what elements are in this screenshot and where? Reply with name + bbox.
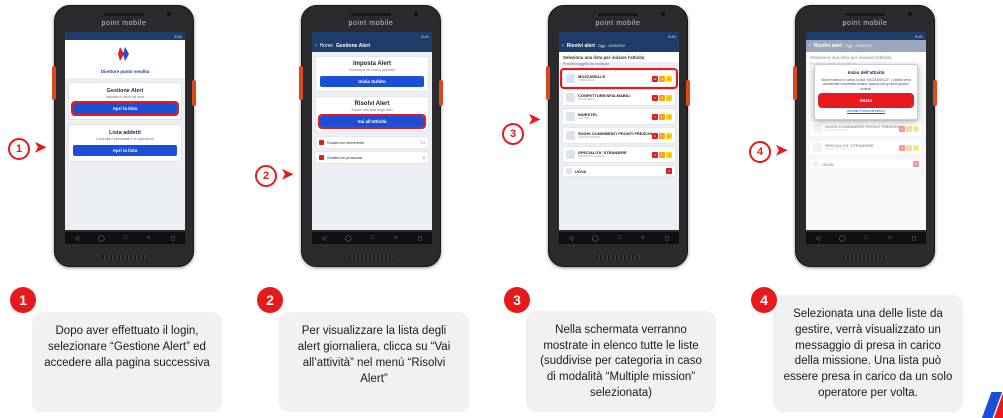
list-3 xyxy=(559,68,679,181)
device-navbar-4[interactable] xyxy=(806,232,926,244)
list-item-confetture[interactable] xyxy=(562,89,676,106)
callout-arrow-3: ➤ xyxy=(528,111,541,128)
status-badge: 4 xyxy=(666,168,672,174)
recents-icon[interactable]: □ xyxy=(617,235,622,241)
card-title: Lista addetti xyxy=(109,130,141,136)
instruction-label-3: Seleziona una lista per iniziare l'attività xyxy=(559,52,679,62)
caption-number-2: 2 xyxy=(257,287,283,313)
status-badge: 2 xyxy=(659,152,665,158)
card-subtitle: Scansiona un nuovo prodotto xyxy=(348,68,396,72)
product-icon xyxy=(566,150,575,159)
row-text xyxy=(578,93,652,102)
product-icon xyxy=(566,74,575,83)
dialog-body: Stai prendendo in carico la lista “MOZZARELLE”. L'attività verrà considerata completata soltanto quando tutti gli alert saranno rientrati. xyxy=(820,78,912,91)
user-role-label: Direttore punto vendita xyxy=(65,69,185,78)
product-icon xyxy=(566,112,575,121)
home-icon[interactable]: ◯ xyxy=(838,235,846,242)
row-text xyxy=(578,112,652,121)
screen-subtitle-3: Oggi - 20/08/2020 xyxy=(598,44,626,48)
row-text xyxy=(575,169,666,174)
status-bar-1 xyxy=(65,32,185,40)
alert-icon xyxy=(319,140,324,145)
step-column-3 xyxy=(500,0,733,418)
badge-group xyxy=(652,114,672,120)
volume-icon[interactable]: ☼ xyxy=(393,235,399,241)
caption-number-4: 4 xyxy=(751,287,777,313)
device-mockup-4 xyxy=(795,5,935,267)
caption-box-4 xyxy=(773,295,963,412)
camera-icon[interactable]: ◻ xyxy=(911,235,917,242)
speaker-grill-icon xyxy=(598,13,638,16)
product-icon xyxy=(566,93,575,102)
badge-group xyxy=(652,152,672,158)
row-name: UOVA xyxy=(575,168,587,174)
callout-marker-2: 2 xyxy=(255,165,277,187)
card-imposta-alert[interactable] xyxy=(315,56,429,92)
caption-number-1: 1 xyxy=(10,287,36,313)
recents-icon[interactable]: □ xyxy=(864,235,869,241)
status-badge: 3 xyxy=(659,95,665,101)
card-title: Gestione Alert xyxy=(106,88,144,94)
product-icon xyxy=(566,131,575,140)
callout-arrow-2: ➤ xyxy=(281,166,294,183)
home-icon[interactable]: ◯ xyxy=(97,235,105,242)
open-list-button-2[interactable]: Apri la lista xyxy=(73,145,177,156)
badge-group xyxy=(666,168,672,174)
device-navbar-3[interactable] xyxy=(559,232,679,244)
caption-text-1: Dopo aver effettuato il login, selezionare “Gestione Alert” ed accedere alla pagina successiva xyxy=(44,325,210,369)
row-count: 8 xyxy=(422,155,425,160)
status-right: 9:41 xyxy=(174,33,182,39)
status-bar-3 xyxy=(559,32,679,40)
row-name: SUGHI CONDIMENTI PRONTI FRESCHI xyxy=(578,131,653,137)
card-subtitle: Accedi alla lista degli alert xyxy=(351,108,393,112)
status-badge: 7 xyxy=(652,114,658,120)
home-icon[interactable]: ◯ xyxy=(344,235,352,242)
alert-summary-list xyxy=(315,136,429,164)
list-item-wurstel[interactable] xyxy=(562,108,676,125)
row-text xyxy=(578,150,652,159)
open-list-button-1[interactable]: Apri la lista xyxy=(73,103,177,114)
alert-icon xyxy=(319,155,324,160)
status-badge: 12 xyxy=(653,76,657,81)
device-navbar-1[interactable] xyxy=(65,232,185,244)
camera-icon[interactable]: ◻ xyxy=(664,235,670,242)
screen-1 xyxy=(65,32,185,230)
caption-number-3: 3 xyxy=(504,287,530,313)
front-camera-icon xyxy=(661,12,665,16)
badge-group xyxy=(652,133,672,139)
status-badge: 2 xyxy=(666,76,672,82)
caption-box-3 xyxy=(526,311,716,412)
app-bar-2 xyxy=(312,40,432,52)
speaker-grill-icon xyxy=(351,13,391,16)
device-navbar-2[interactable] xyxy=(312,232,432,244)
status-badge: 1 xyxy=(666,152,672,158)
dialog-cancel-link[interactable]: Annulla e torna all'elenco xyxy=(847,108,885,113)
vai-all-attivita-button[interactable]: Vai all'attività xyxy=(320,116,424,127)
status-badge: 1 xyxy=(666,114,672,120)
speaker-grill-icon xyxy=(845,13,885,16)
device-mockup-1 xyxy=(54,5,194,267)
row-sub: FORMAGGI xyxy=(578,78,595,83)
carrefour-logo-icon xyxy=(116,46,134,62)
caption-text-4: Selezionata una delle liste da gestire, verrà visualizzato un messaggio di presa in carico della missione. Una lista può essere presa in carico da un solo operatore per volta. xyxy=(783,307,953,400)
status-right: 9:41 xyxy=(915,33,923,39)
badge-group xyxy=(652,95,672,101)
list-item[interactable] xyxy=(315,136,429,149)
home-icon[interactable]: ◯ xyxy=(591,235,599,242)
card-subtitle: Controlla il personale e le operazioni xyxy=(95,137,155,141)
row-name: CONFETTURE/SFALMABILI xyxy=(578,93,631,99)
inizia-subito-button[interactable]: Inizia Subito xyxy=(320,76,424,87)
step-column-1 xyxy=(6,0,239,418)
brand-label: point mobile xyxy=(595,20,641,27)
status-right: 9:41 xyxy=(421,33,429,39)
screen-4 xyxy=(806,32,926,230)
screen-3 xyxy=(559,32,679,230)
status-badge: 3 xyxy=(659,133,665,139)
status-badge: 2 xyxy=(666,133,672,139)
row-name: SPECIALITA' STRANIERE xyxy=(578,150,627,156)
app-bar-3 xyxy=(559,40,679,52)
card-lista-addetti[interactable] xyxy=(68,124,182,162)
camera-icon[interactable]: ◻ xyxy=(170,235,176,242)
takeover-dialog xyxy=(814,64,918,120)
product-icon xyxy=(566,168,572,174)
caption-box-1 xyxy=(32,312,222,412)
caption-text-2: Per visualizzare la lista degli alert giornaliera, clicca su “Vai all’attività” nel menú “Risolvi Alert” xyxy=(297,325,451,385)
status-badge: 9 xyxy=(652,95,658,101)
status-bar-4 xyxy=(806,32,926,40)
status-bar-2 xyxy=(312,32,432,40)
section-label-3: Prodotti soggetti da verificare xyxy=(563,62,610,66)
back-chevron-icon[interactable]: ‹ xyxy=(562,43,564,49)
camera-icon[interactable]: ◻ xyxy=(417,235,423,242)
status-badge: 1 xyxy=(666,95,672,101)
row-text xyxy=(578,74,652,83)
status-badge: 5 xyxy=(652,152,658,158)
device-mockup-3 xyxy=(548,5,688,267)
bottom-grill-icon xyxy=(596,255,640,259)
screen-2 xyxy=(312,32,432,230)
step-column-2 xyxy=(253,0,486,418)
recents-icon[interactable]: □ xyxy=(370,235,375,241)
brand-label: point mobile xyxy=(842,20,888,27)
row-count: 14 xyxy=(420,140,425,145)
status-badge: 2 xyxy=(659,114,665,120)
status-badge: 6 xyxy=(652,133,658,139)
list-item-sughi[interactable] xyxy=(562,127,676,144)
list-item-uova[interactable] xyxy=(562,165,676,177)
back-label[interactable]: Home xyxy=(319,43,334,49)
volume-icon[interactable]: ☼ xyxy=(146,235,152,241)
brand-corner-mark xyxy=(967,392,1003,418)
bottom-grill-icon xyxy=(843,255,887,259)
list-item-mozzarelle[interactable] xyxy=(562,70,676,87)
volume-icon[interactable]: ☼ xyxy=(887,235,893,241)
row-label: Scadenza prossima xyxy=(327,155,363,160)
row-sub: DOLCIARIO xyxy=(578,97,595,102)
bottom-grill-icon xyxy=(349,255,393,259)
card-subtitle: Imposta e risolvi gli alert xyxy=(105,95,145,99)
brand-label: point mobile xyxy=(101,20,147,27)
callout-marker-1: 1 xyxy=(8,138,30,160)
screen-title-2: Gestione Alert xyxy=(336,43,371,49)
back-icon[interactable]: ◁ xyxy=(321,235,327,242)
row-label: Scadenza imminente xyxy=(327,140,365,145)
screen-title-3: Risolvi alert xyxy=(566,43,596,49)
carrefour-logo xyxy=(65,40,185,69)
list-item-specialita[interactable] xyxy=(562,146,676,163)
card-title: Risolvi Alert xyxy=(354,101,390,107)
callout-marker-3: 3 xyxy=(502,123,524,145)
dialog-confirm-button[interactable]: INIZIA xyxy=(820,95,912,106)
row-text xyxy=(578,131,652,140)
card-gestione-alert[interactable] xyxy=(68,82,182,120)
callout-arrow-1: ➤ xyxy=(34,139,47,156)
row-name: MOZZARELLE xyxy=(578,74,606,80)
row-sub: SALUMI xyxy=(578,116,590,121)
front-camera-icon xyxy=(908,12,912,16)
row-name: WURSTEL xyxy=(578,112,598,118)
dialog-title: Inizio dell'attività xyxy=(847,70,885,75)
status-badge: 4 xyxy=(659,76,665,82)
callout-marker-4: 4 xyxy=(749,141,771,163)
badge-group xyxy=(652,76,672,82)
card-title: Imposta Alert xyxy=(352,61,392,67)
front-camera-icon xyxy=(414,12,418,16)
list-item[interactable] xyxy=(315,151,429,164)
row-sub: GASTRONOMIA xyxy=(578,135,601,140)
back-icon[interactable]: ◁ xyxy=(815,235,821,242)
status-right: 9:41 xyxy=(668,33,676,39)
bottom-grill-icon xyxy=(102,255,146,259)
caption-box-2 xyxy=(279,312,469,412)
brand-label: point mobile xyxy=(348,20,394,27)
device-mockup-2 xyxy=(301,5,441,267)
volume-icon[interactable]: ☼ xyxy=(640,235,646,241)
speaker-grill-icon xyxy=(104,13,144,16)
front-camera-icon xyxy=(167,12,171,16)
card-risolvi-alert[interactable] xyxy=(315,96,429,132)
back-icon[interactable]: ◁ xyxy=(74,235,80,242)
back-icon[interactable]: ◁ xyxy=(568,235,574,242)
callout-arrow-4: ➤ xyxy=(775,142,788,159)
back-chevron-icon[interactable]: ‹ xyxy=(315,43,317,49)
row-sub: PRODOTTI ETNICI xyxy=(578,154,605,159)
caption-text-3: Nella schermata verranno mostrate in elenco tutte le liste (suddivise per categoria in caso di modalità “Multiple mission” selezionata) xyxy=(540,323,702,400)
recents-icon[interactable]: □ xyxy=(123,235,128,241)
step-column-4 xyxy=(747,0,980,418)
